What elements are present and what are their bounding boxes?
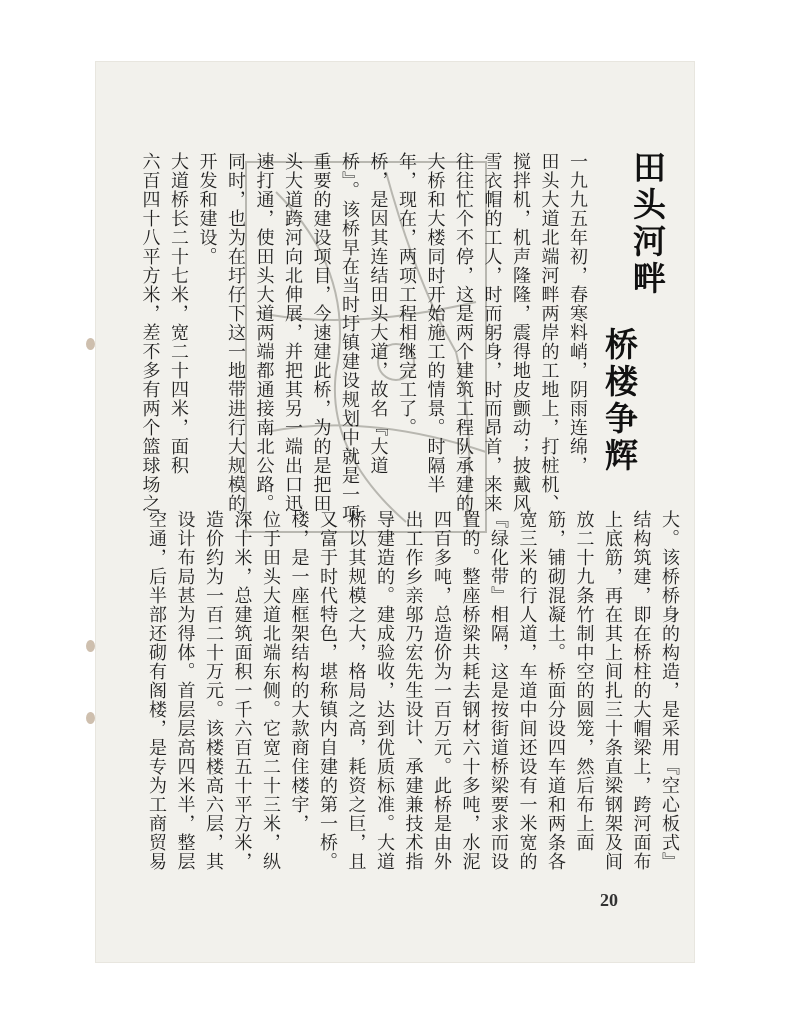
title-line-2: 桥楼争辉	[600, 327, 639, 475]
text-column: 上底筋，再在其上间扎三十条直梁钢架及间	[602, 510, 623, 871]
text-column: 搅拌机，机声隆隆，震得地皮颤动；披戴风	[510, 152, 531, 513]
text-column: 速打通，使田头大道两端都通接南北公路。	[253, 152, 275, 513]
text-column: 宽三米的行人道，车道中间还设有一米宽的	[516, 510, 538, 871]
text-column: 出工作乡亲邬乃宏先生设计、承建兼技术指	[402, 510, 424, 871]
page-number: 20	[600, 890, 618, 910]
text-column: 设计布局甚为得体。首层层高四米半，整层	[174, 510, 196, 871]
text-column: 年，现在，两项工程相继完工了。	[396, 152, 417, 437]
punch-hole	[86, 712, 95, 724]
punch-hole	[86, 338, 95, 350]
text-column: 楼，是一座框架结构的大款商住楼宇，	[288, 510, 310, 833]
text-column: 位于田头大道北端东侧。它宽二十三米，纵	[260, 510, 281, 871]
article-subtitle	[596, 327, 643, 475]
text-column: 往往忙个不停，这是两个建筑工程队承建的	[453, 152, 474, 513]
text-column: 置的。整座桥梁共耗去钢材六十多吨，水泥	[459, 510, 481, 871]
text-column: 田头大道北端河畔两岸的工地上，打桩机、	[538, 152, 560, 513]
text-column: 空通，后半部还砌有阁楼，是专为工商贸易	[146, 510, 167, 871]
text-column: 头大道跨河向北伸展，并把其另一端出口迅	[282, 152, 303, 513]
text-column: 造价约为一百二十万元。该楼楼高六层，其	[203, 510, 224, 871]
text-column: 导建造的。建成验收，达到优质标准。大道	[374, 510, 395, 871]
text-column: 大桥和大楼同时开始施工的情景。时隔半	[424, 152, 446, 494]
text-column: 桥』。该桥早在当时圩镇建设规划中就是一项	[339, 152, 360, 523]
text-column: 六百四十八平方米，差不多有两个篮球场之	[139, 152, 161, 513]
text-column: 桥，是因其连结田头大道，故名『大道	[367, 152, 389, 475]
article-title	[624, 150, 671, 298]
text-column: 同时，也为在圩仔下这一地带进行大规模的	[225, 152, 246, 513]
text-column: 一九九五年初，春寒料峭，阴雨连绵，	[567, 152, 588, 475]
text-column: 桥以其规模之大，格局之高，耗资之巨，且	[345, 510, 367, 871]
text-column: 深十米，总建筑面积一千六百五十平方米，	[231, 510, 253, 871]
title-line-1: 田头河畔	[628, 150, 667, 298]
text-column: 又富于时代特色，堪称镇内自建的第一桥。	[317, 510, 338, 871]
text-column: 『绿化带』相隔，这是按街道桥梁要求而设	[488, 510, 509, 871]
text-column: 放二十九条竹制中空的圆笼，然后布上面	[573, 510, 595, 852]
text-column: 重要的建设项目，今速建此桥，为的是把田	[310, 152, 332, 513]
text-column: 筋，铺砌混凝土。桥面分设四车道和两条各	[545, 510, 566, 871]
text-column: 开发和建设。	[196, 152, 218, 266]
punch-hole	[86, 640, 95, 652]
text-column: 雪衣帽的工人，时而躬身，时而昂首，来来	[481, 152, 503, 513]
text-column: 四百多吨，总造价为一百万元。此桥是由外	[431, 510, 452, 871]
text-column: 结构筑建，即在桥柱的大帽梁上，跨河面布	[630, 510, 652, 871]
text-column: 大道桥长二十七米，宽二十四米，面积	[168, 152, 189, 475]
text-column: 大。该桥桥身的构造，是采用『空心板式』	[659, 510, 680, 871]
scanned-page	[96, 62, 694, 962]
